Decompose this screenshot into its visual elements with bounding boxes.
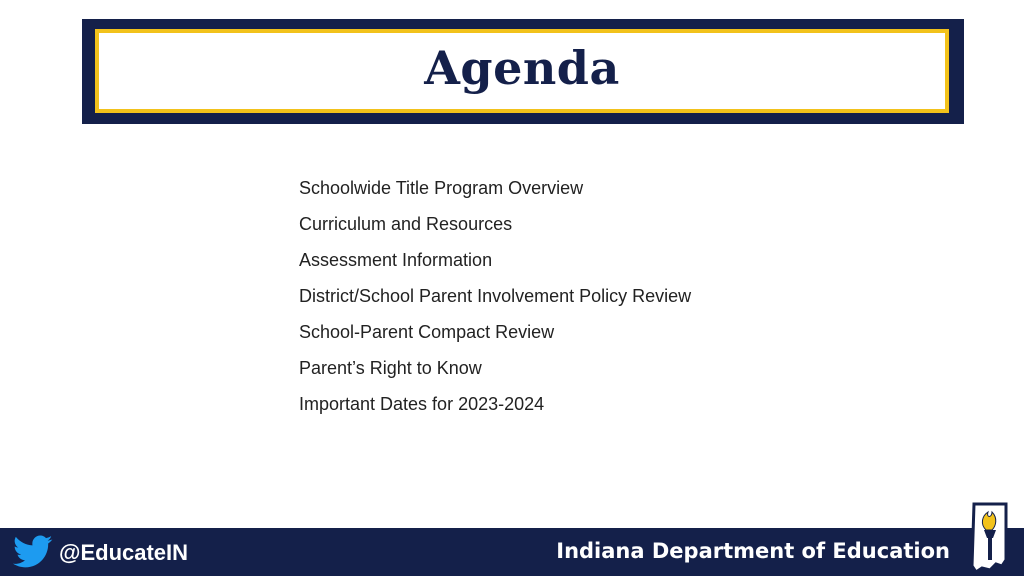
- title-banner: [82, 19, 964, 124]
- twitter-handle: @EducateIN: [59, 540, 189, 565]
- agenda-item: Parent’s Right to Know: [299, 358, 482, 378]
- agenda-item: District/School Parent Involvement Policy Review: [299, 286, 692, 306]
- agenda-list: [299, 175, 691, 427]
- slide-title: Agenda: [424, 41, 620, 95]
- agenda-item: Schoolwide Title Program Overview: [299, 178, 584, 198]
- indiana-torch-logo-icon: [962, 500, 1016, 574]
- twitter-bird-icon: [13, 535, 53, 569]
- organization-name: Indiana Department of Education: [556, 539, 950, 563]
- agenda-item: School-Parent Compact Review: [299, 322, 555, 342]
- agenda-item: Important Dates for 2023-2024: [299, 394, 545, 414]
- agenda-item: Curriculum and Resources: [299, 214, 513, 234]
- agenda-item: Assessment Information: [299, 250, 493, 270]
- footer-bar: [0, 528, 1024, 576]
- title-box: [95, 29, 949, 113]
